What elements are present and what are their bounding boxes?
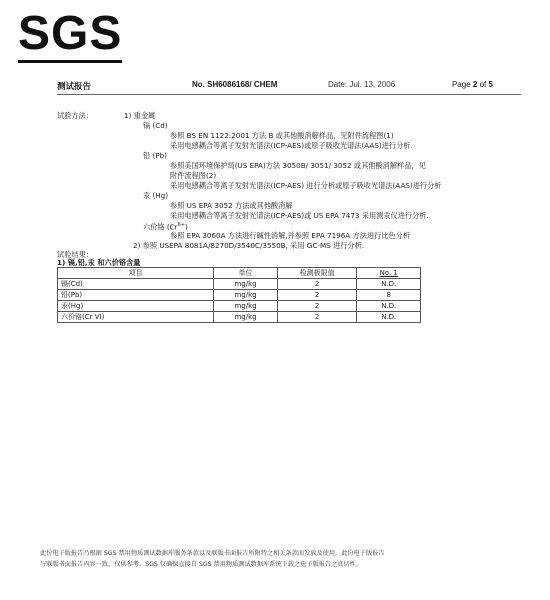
- col-header-item: 项目: [58, 268, 214, 279]
- table-row: [58, 279, 421, 290]
- hg-title: 汞 (Hg): [143, 191, 169, 200]
- methods-item1-heading: 1) 重金属: [124, 111, 156, 120]
- cr-title-text: 六价铬 (Cr: [143, 222, 178, 232]
- table-header-row: [58, 268, 421, 279]
- cr-title-close: ): [185, 222, 188, 232]
- cell-result: N.D.: [357, 312, 421, 323]
- cd-title: 镉 (Cd): [143, 121, 168, 130]
- cd-line-1: 参照 BS EN 1122:2001 方法 B 或其他酸消解样品，见附件流程图(1): [170, 131, 394, 140]
- footer-line-1: 此份电子版报告乃根据 SGS 禁用物质测试数据库服务条款以及联版书面报告所附特之相关条款而发放及使用。此份电子版报告: [40, 550, 385, 557]
- methods-item2: 2) 参照 USEPA 8081A/8270D/3540C/3550B, 采用 GC-MS 进行分析.: [133, 241, 365, 250]
- cr-superscript: 6+: [177, 222, 186, 228]
- hg-line-2: 采用电感耦合等离子发射光谱法(ICP-AES)或 US EPA 7473 采用测汞仪进行分析.: [170, 211, 429, 220]
- cell-item: 铅(Pb): [58, 290, 214, 301]
- cell-item: 六价铬(Cr VI): [58, 312, 214, 323]
- footer-disclaimer: [40, 548, 520, 570]
- results-table: [57, 267, 421, 323]
- hg-line-1: 参照 US EPA 3052 方法或其他酸消解: [170, 201, 293, 210]
- cell-item: 汞(Hg): [58, 301, 214, 312]
- pb-line-2: 附件流程图(2): [170, 171, 217, 180]
- cell-unit: mg/kg: [214, 279, 278, 290]
- cd-line-2: 采用电感耦合等离子发射光谱法(ICP-AES)或原子吸收光谱法(AAS)进行分析.: [170, 141, 413, 150]
- pb-line-1: 参照美国环境保护局(US EPA)方法 3050B/ 3051/ 3052 或其他酸消解样品，见: [170, 161, 426, 170]
- header-divider: [57, 94, 521, 95]
- col-header-unit: 单位: [214, 268, 278, 279]
- sgs-logo: SGS: [18, 10, 122, 63]
- cell-limit: 2: [277, 301, 357, 312]
- footer-line-2: 与联版书面报告内容一致，仅供参考。SGS 仅确保直接自 SGS 禁用物质测试数据库系统下载之电子版报告之真切性。: [40, 561, 363, 568]
- page-total: 5: [488, 80, 493, 89]
- page-of: of: [479, 80, 487, 89]
- cell-result: N.D.: [357, 301, 421, 312]
- cr-title: [143, 221, 188, 231]
- cell-unit: mg/kg: [214, 312, 278, 323]
- cell-limit: 2: [277, 312, 357, 323]
- cell-unit: mg/kg: [214, 290, 278, 301]
- cell-result: 8: [357, 290, 421, 301]
- page-indicator: [452, 80, 493, 89]
- table-row: [58, 301, 421, 312]
- cr-line-1: 参照 EPA 3060A 方法进行碱性消解,并参照 EPA 7196A 方法进行比色分析: [170, 231, 411, 240]
- cell-limit: 2: [277, 290, 357, 301]
- col-header-limit: 检测极限值: [277, 268, 357, 279]
- report-number: No. SH6086168/ CHEM: [192, 80, 278, 89]
- page-number: 2: [472, 80, 478, 89]
- report-title: 测试报告: [57, 82, 92, 92]
- col-header-sample: No. 1: [357, 268, 421, 279]
- cell-limit: 2: [277, 279, 357, 290]
- table-row: [58, 312, 421, 323]
- table-row: [58, 290, 421, 301]
- methods-label: 试验方法：: [57, 111, 93, 120]
- results-label: 试验结果：: [57, 250, 93, 259]
- pb-title: 铅 (Pb): [143, 151, 167, 160]
- page-prefix: Page: [452, 80, 471, 89]
- cell-result: N.D.: [357, 279, 421, 290]
- cell-unit: mg/kg: [214, 301, 278, 312]
- cell-item: 镉(Cd): [58, 279, 214, 290]
- report-date: Date: Jul. 13, 2006: [328, 80, 396, 89]
- results-subtitle: 1) 镉,铅,汞 和六价铬含量: [57, 258, 141, 267]
- pb-line-3: 采用电感耦合等离子发射光谱法(ICP-AES) 进行分析或原子吸收光谱法(AAS)进行分析: [170, 181, 442, 190]
